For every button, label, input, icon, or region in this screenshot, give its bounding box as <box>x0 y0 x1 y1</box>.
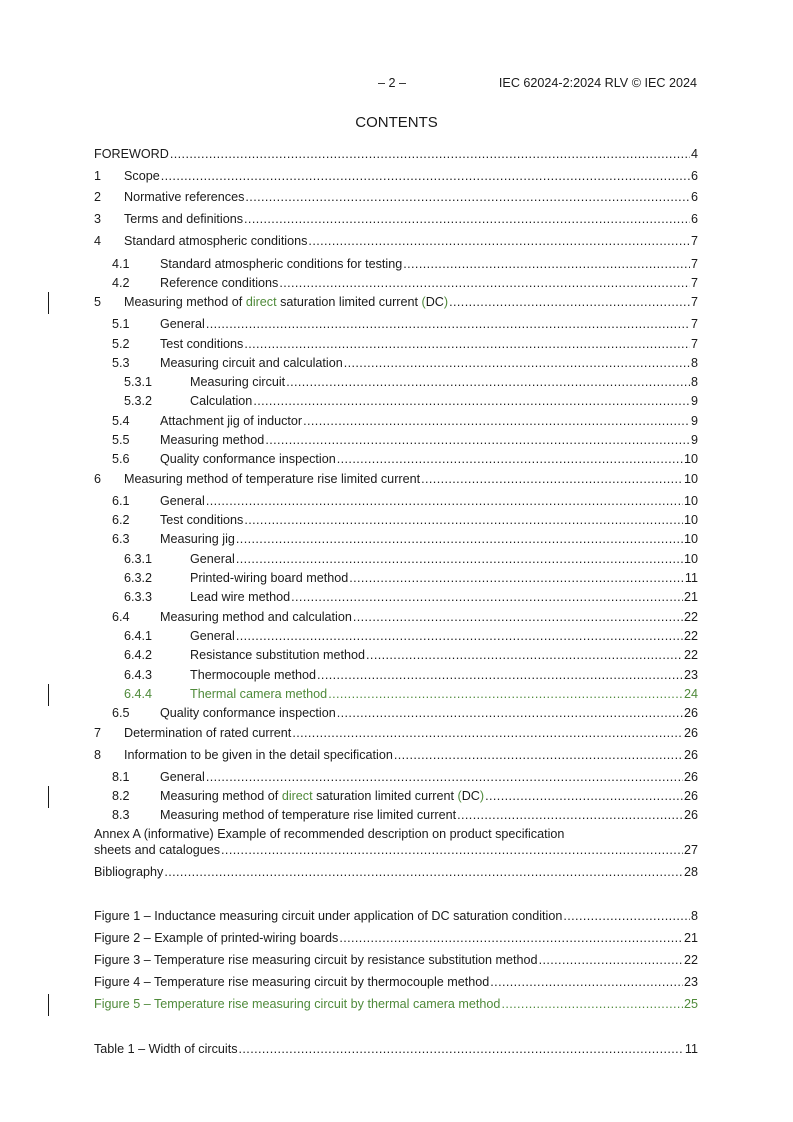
dot-leader <box>291 589 683 605</box>
revision-bar <box>48 684 49 706</box>
toc-entry[interactable] <box>94 807 698 823</box>
toc-entry-text: Printed-wiring board method <box>190 571 349 585</box>
toc-entry-text: Measuring circuit and calculation <box>160 356 343 370</box>
toc-page-number: 27 <box>683 843 698 857</box>
toc-entry-text: General <box>160 770 205 784</box>
toc-entry-text: Measuring method of temperature rise limited current <box>160 808 457 822</box>
dot-leader <box>239 1041 684 1057</box>
toc-section-number: 5.2 <box>112 337 130 351</box>
table-entry[interactable] <box>94 1041 698 1057</box>
toc-entry-text: Measuring jig <box>160 532 235 546</box>
toc-entry-text: General <box>160 317 205 331</box>
toc-page-number: 10 <box>683 513 698 527</box>
toc-entry-text: Thermal camera method <box>190 687 328 701</box>
toc-page-number: 7 <box>690 317 698 331</box>
dot-leader <box>344 355 690 371</box>
toc-page-number: 7 <box>690 257 698 271</box>
toc-entry[interactable] <box>94 493 698 509</box>
figure-entry[interactable] <box>94 974 698 990</box>
toc-entry[interactable] <box>94 275 698 291</box>
dot-leader <box>485 788 683 804</box>
toc-page-number: 10 <box>683 452 698 466</box>
toc-entry[interactable] <box>94 211 698 227</box>
toc-entry-text: General <box>190 552 235 566</box>
toc-entry[interactable] <box>94 628 698 644</box>
toc-section-number: 5.3.1 <box>124 375 153 389</box>
dot-leader <box>394 747 683 763</box>
dot-leader <box>265 432 690 448</box>
toc-entry-text: Measuring circuit <box>190 375 286 389</box>
toc-section-number: 5.3 <box>112 356 130 370</box>
dot-leader <box>308 233 690 249</box>
toc-entry-annex-a-line1[interactable]: Annex A (informative) Example of recommended description on product specification <box>94 827 565 841</box>
toc-section-number: 4 <box>94 234 102 248</box>
toc-entry-text: Standard atmospheric conditions for testing <box>160 257 403 271</box>
toc-entry-text: General <box>160 494 205 508</box>
toc-page-number: 6 <box>690 190 698 204</box>
dot-leader <box>292 725 683 741</box>
toc-entry[interactable] <box>94 705 698 721</box>
toc-entry[interactable] <box>94 471 698 487</box>
toc-entry[interactable] <box>94 189 698 205</box>
figure-entry-revised[interactable] <box>94 996 698 1012</box>
toc-entry[interactable] <box>94 451 698 467</box>
table-page-number: 11 <box>684 1042 698 1056</box>
figure-entry-text: Figure 1 – Inductance measuring circuit under application of DC saturation condition <box>94 909 563 923</box>
toc-page-number: 26 <box>683 789 698 803</box>
toc-page-number: 26 <box>683 706 698 720</box>
toc-page-number: 4 <box>690 147 698 161</box>
figure-page-number: 8 <box>690 909 698 923</box>
toc-section-number: 6.3 <box>112 532 130 546</box>
text-part: DC <box>461 789 480 803</box>
figure-entry[interactable] <box>94 930 698 946</box>
dot-leader <box>337 705 683 721</box>
toc-section-number: 6.1 <box>112 494 130 508</box>
toc-section-number: 7 <box>94 726 102 740</box>
toc-section-number: 2 <box>94 190 102 204</box>
figure-entry-text: Figure 3 – Temperature rise measuring circuit by resistance substitution method <box>94 953 538 967</box>
toc-entry-text: Calculation <box>190 394 253 408</box>
toc-entry[interactable] <box>94 355 698 371</box>
toc-entry[interactable] <box>94 413 698 429</box>
toc-section-number: 4.1 <box>112 257 130 271</box>
dot-leader <box>337 451 683 467</box>
figure-page-number: 23 <box>683 975 698 989</box>
toc-entry-text: Test conditions <box>160 513 244 527</box>
toc-page-number: 21 <box>683 590 698 604</box>
toc-page-number: 8 <box>690 375 698 389</box>
dot-leader <box>366 647 683 663</box>
toc-entry-text: Measuring method and calculation <box>160 610 352 624</box>
toc-entry-text: Scope <box>124 169 160 183</box>
revised-text: ) <box>479 789 485 803</box>
toc-entry-text: Resistance substitution method <box>190 648 366 662</box>
toc-entry[interactable] <box>94 432 698 448</box>
toc-entry[interactable] <box>94 747 698 763</box>
revision-bar <box>48 292 49 314</box>
toc-entry[interactable] <box>94 336 698 352</box>
toc-entry[interactable] <box>94 233 698 249</box>
dot-leader <box>161 168 690 184</box>
toc-entry-text: Normative references <box>124 190 245 204</box>
toc-section-number: 5.5 <box>112 433 130 447</box>
toc-page-number: 6 <box>690 212 698 226</box>
figure-page-number: 25 <box>683 997 698 1011</box>
toc-section-number: 5.1 <box>112 317 130 331</box>
revised-text: ( <box>457 789 462 803</box>
revision-bar <box>48 786 49 808</box>
toc-entry-text: Bibliography <box>94 865 164 879</box>
toc-entry-text: Quality conformance inspection <box>160 706 336 720</box>
toc-entry[interactable] <box>94 168 698 184</box>
toc-page-number: 10 <box>683 494 698 508</box>
dot-leader <box>501 996 683 1012</box>
dot-leader <box>449 294 690 310</box>
toc-entry[interactable] <box>94 788 698 804</box>
toc-section-number: 4.2 <box>112 276 130 290</box>
dot-leader <box>244 512 683 528</box>
toc-section-number: 5 <box>94 295 102 309</box>
figure-entry[interactable] <box>94 952 698 968</box>
text-part: saturation limited current <box>276 295 422 309</box>
toc-entry-text: Reference conditions <box>160 276 279 290</box>
toc-page-number: 9 <box>690 433 698 447</box>
dot-leader <box>279 275 690 291</box>
toc-entry-text: Information to be given in the detail specification <box>124 748 393 762</box>
toc-entry-text: Measuring method <box>160 433 265 447</box>
figure-page-number: 22 <box>683 953 698 967</box>
toc-entry-text: Quality conformance inspection <box>160 452 336 466</box>
toc-section-number: 6.4.3 <box>124 668 153 682</box>
figure-entry-text: Figure 4 – Temperature rise measuring circuit by thermocouple method <box>94 975 490 989</box>
toc-page-number: 26 <box>683 808 698 822</box>
toc-section-number: 6.3.3 <box>124 590 153 604</box>
toc-entry[interactable] <box>94 551 698 567</box>
toc-entry[interactable] <box>94 374 698 390</box>
dot-leader <box>317 667 683 683</box>
toc-page-number: 28 <box>683 865 698 879</box>
revised-text: ( <box>421 295 426 309</box>
figure-entry[interactable] <box>94 908 698 924</box>
dot-leader <box>245 189 690 205</box>
toc-page-number: 26 <box>683 770 698 784</box>
dot-leader <box>563 908 690 924</box>
toc-entry[interactable] <box>94 531 698 547</box>
toc-entry[interactable] <box>94 667 698 683</box>
text-part: saturation limited current <box>312 789 458 803</box>
toc-section-number: 6 <box>94 472 102 486</box>
toc-section-number: 8 <box>94 748 102 762</box>
revised-text: direct <box>281 789 313 803</box>
toc-entry[interactable] <box>94 294 698 310</box>
text-part: Measuring method of <box>160 789 282 803</box>
toc-section-number: 6.4.1 <box>124 629 153 643</box>
toc-section-number: 5.3.2 <box>124 394 153 408</box>
dot-leader <box>244 336 690 352</box>
toc-page-number: 22 <box>683 629 698 643</box>
dot-leader <box>170 146 690 162</box>
dot-leader <box>244 211 690 227</box>
toc-section-number: 6.3.1 <box>124 552 153 566</box>
toc-page-number: 10 <box>683 472 698 486</box>
toc-entry[interactable] <box>94 316 698 332</box>
toc-page-number: 26 <box>683 726 698 740</box>
toc-entry[interactable] <box>94 725 698 741</box>
toc-entry-text: Attachment jig of inductor <box>160 414 303 428</box>
dot-leader <box>206 769 683 785</box>
toc-entry[interactable] <box>94 769 698 785</box>
dot-leader <box>328 686 683 702</box>
toc-entry-revised[interactable] <box>94 686 698 702</box>
toc-entry-text <box>124 294 448 310</box>
toc-section-number: 5.4 <box>112 414 130 428</box>
revised-text: ) <box>443 295 449 309</box>
dot-leader <box>164 864 683 880</box>
toc-page-number: 7 <box>690 337 698 351</box>
toc-page-number: 7 <box>690 295 698 309</box>
dot-leader <box>286 374 690 390</box>
toc-entry-text: Standard atmospheric conditions <box>124 234 308 248</box>
toc-page-number: 9 <box>690 394 698 408</box>
toc-entry-text: Lead wire method <box>190 590 291 604</box>
toc-section-number: 1 <box>94 169 102 183</box>
toc-entry-text: General <box>190 629 235 643</box>
toc-page-number: 26 <box>683 748 698 762</box>
toc-entry-text <box>160 788 484 804</box>
dot-leader <box>236 531 683 547</box>
dot-leader <box>206 493 683 509</box>
toc-section-number: 6.5 <box>112 706 130 720</box>
toc-page-number: 24 <box>683 687 698 701</box>
standard-reference: IEC 62024-2:2024 RLV © IEC 2024 <box>498 76 697 90</box>
toc-section-number: 6.4.4 <box>124 687 153 701</box>
figure-entry-text: Figure 5 – Temperature rise measuring circuit by thermal camera method <box>94 997 501 1011</box>
toc-page-number: 9 <box>690 414 698 428</box>
dot-leader <box>303 413 690 429</box>
dot-leader <box>539 952 683 968</box>
toc-entry-bibliography[interactable] <box>94 864 698 880</box>
dot-leader <box>236 628 683 644</box>
page-number: – 2 – <box>378 76 407 90</box>
toc-entry-text: Determination of rated current <box>124 726 292 740</box>
figure-entry-text: Figure 2 – Example of printed-wiring boards <box>94 931 339 945</box>
toc-entry[interactable] <box>94 393 698 409</box>
text-part: DC <box>425 295 444 309</box>
dot-leader <box>253 393 690 409</box>
dot-leader <box>490 974 683 990</box>
toc-entry[interactable] <box>94 589 698 605</box>
figure-page-number: 21 <box>683 931 698 945</box>
toc-page-number: 23 <box>683 668 698 682</box>
revision-bar <box>48 994 49 1016</box>
toc-section-number: 6.2 <box>112 513 130 527</box>
toc-page-number: 7 <box>690 276 698 290</box>
toc-entry-text: Measuring method of temperature rise limited current <box>124 472 421 486</box>
toc-entry-text: Terms and definitions <box>124 212 244 226</box>
toc-page-number: 8 <box>690 356 698 370</box>
toc-page-number: 22 <box>683 648 698 662</box>
toc-page-number: 7 <box>690 234 698 248</box>
toc-entry[interactable] <box>94 512 698 528</box>
dot-leader <box>457 807 683 823</box>
toc-entry-annex-a[interactable] <box>94 842 698 858</box>
toc-page-number: 11 <box>684 571 698 585</box>
dot-leader <box>206 316 690 332</box>
dot-leader <box>339 930 683 946</box>
toc-entry-foreword[interactable] <box>94 146 698 162</box>
toc-entry[interactable] <box>94 609 698 625</box>
toc-section-number: 6.4.2 <box>124 648 153 662</box>
toc-page-number: 6 <box>690 169 698 183</box>
toc-section-number: 8.2 <box>112 789 130 803</box>
text-part: Measuring method of <box>124 295 246 309</box>
toc-entry[interactable] <box>94 256 698 272</box>
toc-entry-text: sheets and catalogues <box>94 843 221 857</box>
toc-entry-text: Test conditions <box>160 337 244 351</box>
toc-page-number: 10 <box>683 552 698 566</box>
toc-page-number: 10 <box>683 532 698 546</box>
toc-entry-text: FOREWORD <box>94 147 169 161</box>
toc-entry[interactable] <box>94 647 698 663</box>
dot-leader <box>421 471 683 487</box>
toc-section-number: 8.1 <box>112 770 130 784</box>
dot-leader <box>353 609 683 625</box>
toc-section-number: 8.3 <box>112 808 130 822</box>
toc-section-number: 3 <box>94 212 102 226</box>
dot-leader <box>403 256 690 272</box>
dot-leader <box>349 570 684 586</box>
toc-section-number: 6.3.2 <box>124 571 153 585</box>
toc-section-number: 6.4 <box>112 610 130 624</box>
revised-text: direct <box>245 295 277 309</box>
toc-entry-text: Thermocouple method <box>190 668 317 682</box>
table-entry-text: Table 1 – Width of circuits <box>94 1042 238 1056</box>
toc-entry[interactable] <box>94 570 698 586</box>
toc-page-number: 22 <box>683 610 698 624</box>
toc-section-number: 5.6 <box>112 452 130 466</box>
contents-title: CONTENTS <box>355 114 438 131</box>
dot-leader <box>221 842 683 858</box>
dot-leader <box>236 551 683 567</box>
